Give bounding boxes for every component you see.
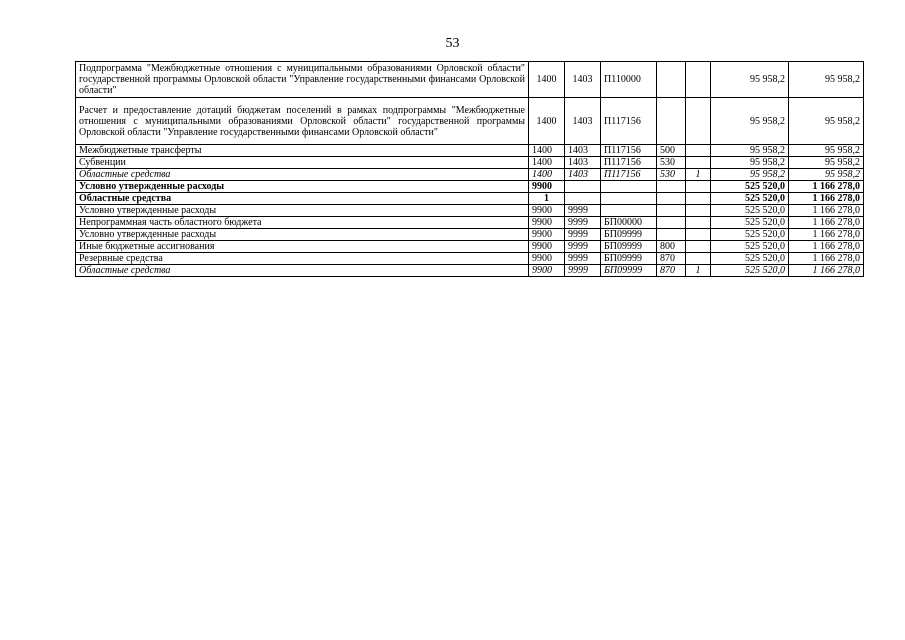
row-section: 1400 <box>529 169 565 181</box>
row-expense-type: 530 <box>657 157 686 169</box>
row-target-code <box>601 193 657 205</box>
row-name: Резервные средства <box>76 253 529 265</box>
budget-table <box>75 61 864 277</box>
row-section: 9900 <box>529 265 565 277</box>
row-section: 1400 <box>529 145 565 157</box>
row-expense-type <box>657 181 686 193</box>
row-source <box>686 145 711 157</box>
table-row <box>76 169 864 181</box>
row-name: Непрограммная часть областного бюджета <box>76 217 529 229</box>
row-section: 9900 <box>529 229 565 241</box>
row-target-code: БП00000 <box>601 217 657 229</box>
table-row <box>76 265 864 277</box>
row-amount-year1: 525 520,0 <box>711 229 789 241</box>
row-amount-year1: 525 520,0 <box>711 205 789 217</box>
table-row <box>76 98 864 145</box>
row-subsection: 9999 <box>565 241 601 253</box>
row-amount-year1: 95 958,2 <box>711 169 789 181</box>
row-subsection: 1403 <box>565 98 601 145</box>
row-amount-year1: 525 520,0 <box>711 241 789 253</box>
row-subsection: 9999 <box>565 205 601 217</box>
row-expense-type: 800 <box>657 241 686 253</box>
row-target-code: БП09999 <box>601 229 657 241</box>
row-name: Расчет и предоставление дотаций бюджетам поселений в рамках подпрограммы "Межбюджетные отношения с муниципальными образованиями Орловской области" государственной программы Орловской области "Управление государственными финансами Орловской области" <box>76 98 529 145</box>
table-row <box>76 205 864 217</box>
row-amount-year1: 95 958,2 <box>711 98 789 145</box>
row-target-code: П117156 <box>601 98 657 145</box>
row-subsection <box>565 193 601 205</box>
row-subsection: 1403 <box>565 157 601 169</box>
row-amount-year2: 1 166 278,0 <box>789 253 864 265</box>
row-section: 1 <box>529 193 565 205</box>
row-expense-type: 870 <box>657 265 686 277</box>
row-amount-year2: 95 958,2 <box>789 145 864 157</box>
row-target-code: П117156 <box>601 169 657 181</box>
row-section: 1400 <box>529 62 565 98</box>
row-section: 1400 <box>529 98 565 145</box>
row-name: Подпрограмма "Межбюджетные отношения с муниципальными образованиями Орловской области" государственной программы Орловской области "Управление государственными финансами Орловской области" <box>76 62 529 98</box>
row-source <box>686 62 711 98</box>
table-row <box>76 217 864 229</box>
row-source <box>686 193 711 205</box>
row-amount-year1: 95 958,2 <box>711 157 789 169</box>
row-expense-type <box>657 193 686 205</box>
row-subsection: 9999 <box>565 229 601 241</box>
table-row <box>76 157 864 169</box>
row-amount-year2: 1 166 278,0 <box>789 229 864 241</box>
row-amount-year2: 95 958,2 <box>789 169 864 181</box>
row-amount-year2: 1 166 278,0 <box>789 217 864 229</box>
row-target-code: П110000 <box>601 62 657 98</box>
row-amount-year1: 525 520,0 <box>711 181 789 193</box>
row-source <box>686 205 711 217</box>
row-amount-year2: 95 958,2 <box>789 62 864 98</box>
row-target-code: БП09999 <box>601 253 657 265</box>
row-name: Условно утвержденные расходы <box>76 181 529 193</box>
row-amount-year1: 95 958,2 <box>711 62 789 98</box>
table-row <box>76 241 864 253</box>
row-target-code <box>601 181 657 193</box>
row-source <box>686 229 711 241</box>
row-section: 9900 <box>529 205 565 217</box>
row-expense-type <box>657 205 686 217</box>
row-source <box>686 181 711 193</box>
row-subsection: 9999 <box>565 265 601 277</box>
table-row <box>76 145 864 157</box>
row-expense-type <box>657 98 686 145</box>
row-amount-year2: 95 958,2 <box>789 157 864 169</box>
row-expense-type <box>657 229 686 241</box>
row-source: 1 <box>686 169 711 181</box>
row-expense-type: 530 <box>657 169 686 181</box>
row-target-code: П117156 <box>601 145 657 157</box>
row-source: 1 <box>686 265 711 277</box>
row-amount-year2: 1 166 278,0 <box>789 193 864 205</box>
row-name: Условно утвержденные расходы <box>76 205 529 217</box>
row-target-code: БП09999 <box>601 265 657 277</box>
row-name: Областные средства <box>76 169 529 181</box>
row-amount-year1: 95 958,2 <box>711 145 789 157</box>
row-section: 9900 <box>529 217 565 229</box>
row-amount-year1: 525 520,0 <box>711 265 789 277</box>
page-number: 53 <box>445 36 460 51</box>
row-expense-type <box>657 217 686 229</box>
table-row <box>76 193 864 205</box>
row-amount-year2: 1 166 278,0 <box>789 241 864 253</box>
row-name: Областные средства <box>76 265 529 277</box>
row-expense-type: 870 <box>657 253 686 265</box>
row-amount-year1: 525 520,0 <box>711 253 789 265</box>
table-row <box>76 181 864 193</box>
row-amount-year1: 525 520,0 <box>711 217 789 229</box>
table-row <box>76 229 864 241</box>
row-section: 9900 <box>529 253 565 265</box>
row-amount-year1: 525 520,0 <box>711 193 789 205</box>
row-amount-year2: 1 166 278,0 <box>789 181 864 193</box>
table-row <box>76 62 864 98</box>
row-source <box>686 217 711 229</box>
row-section: 1400 <box>529 157 565 169</box>
row-expense-type: 500 <box>657 145 686 157</box>
row-amount-year2: 1 166 278,0 <box>789 265 864 277</box>
row-source <box>686 253 711 265</box>
row-subsection: 1403 <box>565 62 601 98</box>
row-amount-year2: 1 166 278,0 <box>789 205 864 217</box>
row-target-code: БП09999 <box>601 241 657 253</box>
row-subsection: 9999 <box>565 217 601 229</box>
row-subsection: 1403 <box>565 145 601 157</box>
row-source <box>686 98 711 145</box>
row-name: Субвенции <box>76 157 529 169</box>
row-name: Областные средства <box>76 193 529 205</box>
row-name: Межбюджетные трансферты <box>76 145 529 157</box>
row-name: Иные бюджетные ассигнования <box>76 241 529 253</box>
row-subsection: 1403 <box>565 169 601 181</box>
row-target-code: П117156 <box>601 157 657 169</box>
row-section: 9900 <box>529 181 565 193</box>
row-section: 9900 <box>529 241 565 253</box>
row-source <box>686 241 711 253</box>
row-amount-year2: 95 958,2 <box>789 98 864 145</box>
row-target-code <box>601 205 657 217</box>
row-source <box>686 157 711 169</box>
row-expense-type <box>657 62 686 98</box>
row-subsection <box>565 181 601 193</box>
table-row <box>76 253 864 265</box>
row-name: Условно утвержденные расходы <box>76 229 529 241</box>
row-subsection: 9999 <box>565 253 601 265</box>
